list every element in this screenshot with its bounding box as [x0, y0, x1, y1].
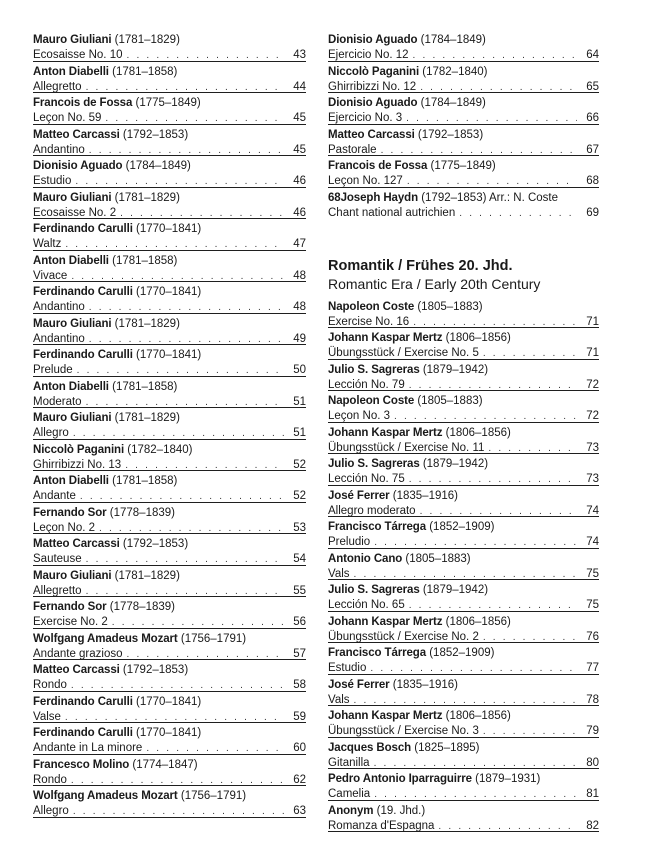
- piece-title: Rondo: [33, 679, 67, 691]
- dot-leader: [127, 648, 284, 662]
- dot-leader: [73, 427, 284, 441]
- toc-entry[interactable]: [33, 755, 306, 787]
- toc-entry[interactable]: [328, 62, 599, 94]
- composer-dates: (1879–1942): [422, 584, 489, 596]
- page-number: 46: [293, 175, 306, 187]
- composer-name: Julio S. Sagreras: [328, 458, 420, 470]
- dot-leader: [409, 473, 577, 487]
- dot-leader: [99, 522, 284, 536]
- composer-name: Johann Kaspar Mertz: [328, 332, 443, 344]
- piece-title: Allegro: [33, 805, 69, 817]
- toc-entry[interactable]: [33, 93, 306, 125]
- piece-title: Moderato: [33, 395, 82, 408]
- dot-leader: [77, 364, 284, 378]
- piece-title: Übungsstück / Exercise No. 3: [328, 725, 479, 737]
- toc-entry[interactable]: [328, 580, 599, 612]
- composer-name: Francois de Fossa: [328, 160, 428, 172]
- dot-leader: [459, 207, 577, 221]
- composer-dates: (1775–1849): [430, 160, 496, 172]
- page-number: 52: [293, 458, 306, 471]
- composer-name: Mauro Giuliani: [33, 569, 112, 582]
- composer-dates: (1770–1841): [136, 223, 202, 235]
- toc-entry[interactable]: [33, 219, 306, 251]
- composer-dates: (1781–1858): [112, 65, 178, 78]
- toc-entry[interactable]: [328, 156, 599, 188]
- dot-leader: [483, 725, 577, 739]
- page-number: 67: [586, 143, 599, 156]
- toc-entry[interactable]: [33, 660, 306, 692]
- piece-title: Übungsstück / Exercise No. 11: [328, 441, 485, 454]
- dot-leader: [120, 207, 284, 221]
- composer-name: Ferdinando Carulli: [33, 223, 133, 235]
- piece-title: Allegro moderato: [328, 504, 416, 517]
- toc-entry[interactable]: [33, 314, 306, 346]
- composer-dates: (1756–1791): [180, 632, 247, 645]
- piece-title: Sauteuse: [33, 553, 82, 565]
- toc-entry[interactable]: [33, 440, 306, 472]
- page-number: 80: [586, 756, 599, 769]
- toc-entry[interactable]: [328, 675, 599, 707]
- piece-title: Andantino: [33, 332, 85, 345]
- dot-leader: [75, 175, 284, 189]
- toc-entry[interactable]: [33, 282, 306, 314]
- dot-leader: [127, 49, 285, 63]
- toc-entry[interactable]: [328, 360, 599, 392]
- page-number: 50: [293, 364, 306, 376]
- piece-title: Valse: [33, 710, 61, 723]
- composer-name: 68Joseph Haydn: [328, 191, 418, 204]
- dot-leader: [105, 112, 284, 126]
- composer-name: Mauro Giuliani: [33, 412, 112, 424]
- piece-title: Andantino: [33, 301, 85, 313]
- piece-title: Andantino: [33, 143, 85, 156]
- section-heading: [328, 257, 599, 293]
- composer-dates: (1835–1916): [392, 489, 458, 502]
- piece-title: Lección No. 75: [328, 473, 405, 485]
- piece-title: Lección No. 65: [328, 599, 405, 611]
- piece-title: Camelia: [328, 788, 371, 800]
- piece-title: Andante grazioso: [33, 647, 123, 660]
- composer-dates: (1770–1841): [136, 286, 202, 298]
- piece-title: Leçon No. 59: [33, 112, 102, 124]
- composer-dates: (1852–1909): [429, 521, 495, 533]
- page-number: 75: [586, 567, 599, 580]
- piece-title: Allegro: [33, 427, 69, 439]
- page-number: 72: [586, 410, 599, 422]
- composer-name: Johann Kaspar Mertz: [328, 426, 443, 439]
- composer-name: Anton Diabelli: [33, 254, 109, 267]
- piece-title: Pastorale: [328, 143, 377, 156]
- composer-dates: (1770–1841): [136, 727, 202, 739]
- composer-dates: (1778–1839): [109, 506, 175, 519]
- dot-leader: [409, 599, 577, 613]
- piece-title: Rondo: [33, 773, 67, 786]
- piece-title: Exercise No. 2: [33, 616, 108, 628]
- toc-entry[interactable]: [33, 345, 306, 377]
- dot-leader: [86, 396, 284, 410]
- page-number: 58: [293, 679, 306, 691]
- composer-name: Ferdinando Carulli: [33, 286, 133, 298]
- composer-name: Matteo Carcassi: [33, 664, 120, 676]
- composer-name: Wolfgang Amadeus Mozart: [33, 790, 178, 802]
- toc-entry[interactable]: [328, 769, 599, 801]
- piece-title: Leçon No. 2: [33, 521, 96, 534]
- composer-dates: (1805–1883): [405, 552, 471, 565]
- page-number: 48: [293, 301, 306, 313]
- dot-leader: [146, 742, 284, 756]
- composer-name: Ferdinando Carulli: [33, 695, 133, 708]
- toc-entry[interactable]: [328, 612, 599, 644]
- composer-name: Niccolò Paganini: [33, 443, 125, 456]
- toc-entry[interactable]: [328, 706, 599, 738]
- piece-title: Chant national autrichien: [328, 206, 456, 219]
- page-number: 51: [293, 395, 306, 408]
- dot-leader: [488, 442, 577, 456]
- page-number: 74: [586, 536, 599, 548]
- dot-leader: [413, 49, 577, 63]
- dot-leader: [65, 711, 284, 725]
- piece-title: Exercise No. 16: [328, 315, 410, 328]
- composer-dates: (1781–1829): [114, 412, 180, 424]
- composer-dates: (1879–1942): [422, 363, 489, 376]
- piece-title: Allegretto: [33, 80, 82, 93]
- composer-dates: (1852–1909): [429, 647, 495, 659]
- composer-name: Anton Diabelli: [33, 65, 109, 78]
- page-number: 51: [293, 427, 306, 439]
- piece-title: Waltz: [33, 238, 62, 250]
- toc-entry[interactable]: [33, 62, 306, 94]
- composer-name: Matteo Carcassi: [33, 538, 120, 550]
- dot-leader: [407, 175, 577, 189]
- dot-leader: [112, 616, 284, 630]
- page-number: 43: [293, 49, 306, 61]
- section-title-de: Romantik / Frühes 20. Jhd.: [328, 257, 513, 274]
- piece-title: Vals: [328, 567, 350, 580]
- composer-dates: (1806–1856): [445, 710, 511, 722]
- composer-dates: (1781–1829): [114, 191, 180, 204]
- composer-name: Dionisio Aguado: [328, 34, 418, 46]
- piece-title: Leçon No. 127: [328, 175, 403, 187]
- composer-dates: (1825–1895): [414, 741, 480, 754]
- page-number: 73: [586, 441, 599, 454]
- dot-leader: [483, 347, 577, 361]
- composer-name: Francisco Tárrega: [328, 647, 427, 659]
- toc-entry[interactable]: [328, 297, 599, 329]
- composer-name: Francisco Tárrega: [328, 521, 427, 533]
- composer-name: Fernando Sor: [33, 506, 107, 519]
- page-number: 73: [586, 473, 599, 485]
- composer-name: Niccolò Paganini: [328, 65, 420, 78]
- dot-leader: [370, 662, 577, 676]
- composer-name: Ferdinando Carulli: [33, 727, 133, 739]
- page-number: 45: [293, 143, 306, 156]
- toc-entry[interactable]: [33, 156, 306, 188]
- toc-entry-haydn[interactable]: [328, 188, 599, 234]
- composer-dates: (19. Jhd.): [376, 804, 426, 817]
- toc-entry[interactable]: [33, 786, 306, 818]
- toc-entry[interactable]: [33, 597, 306, 629]
- composer-dates: (1784–1849): [420, 97, 486, 109]
- composer-dates: (1775–1849): [135, 97, 201, 109]
- composer-dates: (1792–1853): [122, 664, 189, 676]
- page-number: 45: [293, 112, 306, 124]
- dot-leader: [420, 505, 577, 519]
- toc-entry[interactable]: [33, 377, 306, 409]
- dot-leader: [89, 301, 284, 315]
- composer-name: Francesco Molino: [33, 758, 130, 771]
- toc-entry[interactable]: [33, 188, 306, 220]
- toc-entry[interactable]: [328, 549, 599, 581]
- dot-leader: [86, 81, 284, 95]
- composer-dates: (1778–1839): [109, 601, 175, 613]
- piece-title: Vals: [328, 693, 350, 706]
- composer-name: Matteo Carcassi: [328, 128, 415, 141]
- toc-entry[interactable]: [33, 503, 306, 535]
- composer-dates: (1781–1858): [112, 475, 178, 487]
- dot-leader: [413, 316, 577, 330]
- piece-title: Estudio: [328, 662, 367, 674]
- dot-leader: [354, 568, 577, 582]
- composer-name: Anton Diabelli: [33, 475, 109, 487]
- composer-dates: (1781–1829): [114, 34, 180, 46]
- composer-dates: (1805–1883): [417, 395, 483, 407]
- composer-name: Napoleon Coste: [328, 395, 415, 407]
- toc-entry[interactable]: [33, 408, 306, 440]
- page-number: 55: [293, 584, 306, 597]
- page-number: 54: [293, 553, 306, 565]
- composer-name: Napoleon Coste: [328, 300, 415, 313]
- composer-name: Jacques Bosch: [328, 741, 412, 754]
- piece-title: Andante: [33, 490, 76, 502]
- dot-leader: [125, 459, 284, 473]
- page-number: 63: [293, 805, 306, 817]
- dot-leader: [394, 410, 577, 424]
- composer-dates: (1774–1847): [132, 758, 198, 771]
- composer-dates: (1782–1840): [127, 443, 193, 456]
- composer-name: Mauro Giuliani: [33, 191, 112, 204]
- toc-entry[interactable]: [328, 801, 599, 833]
- toc-entry[interactable]: [33, 471, 306, 503]
- page-number: 65: [586, 80, 599, 93]
- section-title-en: Romantic Era / Early 20th Century: [328, 275, 541, 292]
- composer-dates: (1781–1858): [112, 380, 178, 393]
- piece-title: Andante in La minore: [33, 742, 143, 754]
- page-number: 56: [293, 616, 306, 628]
- composer-dates: (1806–1856): [445, 615, 511, 628]
- composer-dates: (1792–1853): [417, 128, 484, 141]
- piece-title: Übungsstück / Exercise No. 2: [328, 630, 479, 643]
- page-number: 74: [586, 504, 599, 517]
- composer-dates: (1806–1856): [445, 426, 511, 439]
- piece-title: Prelude: [33, 364, 73, 376]
- dot-leader: [89, 333, 284, 347]
- composer-dates: (1784–1849): [125, 160, 191, 172]
- page-number: 69: [586, 206, 599, 219]
- dot-leader: [71, 270, 284, 284]
- page-number: 44: [293, 80, 306, 93]
- dot-leader: [71, 774, 284, 788]
- page-number: 76: [586, 630, 599, 643]
- piece-title: Ejercicio No. 12: [328, 49, 409, 61]
- composer-dates: (1781–1829): [114, 569, 180, 582]
- toc-entry[interactable]: [328, 423, 599, 455]
- dot-leader: [374, 757, 577, 771]
- piece-title: Übungsstück / Exercise No. 5: [328, 347, 479, 359]
- composer-dates: (1879–1931): [475, 773, 541, 785]
- composer-name: Julio S. Sagreras: [328, 363, 420, 376]
- dot-leader: [406, 112, 577, 126]
- toc-entry[interactable]: [328, 328, 599, 360]
- toc-entry[interactable]: [328, 93, 599, 125]
- toc-entry[interactable]: [328, 486, 599, 518]
- composer-name: Francois de Fossa: [33, 97, 133, 109]
- toc-entry[interactable]: [33, 566, 306, 598]
- dot-leader: [438, 820, 577, 834]
- dot-leader: [86, 553, 284, 567]
- composer-dates: (1835–1916): [392, 678, 458, 691]
- dot-leader: [420, 81, 577, 95]
- composer-name: Mauro Giuliani: [33, 34, 112, 46]
- composer-name: Ferdinando Carulli: [33, 349, 133, 361]
- page-number: 68: [586, 175, 599, 187]
- composer-name: Wolfgang Amadeus Mozart: [33, 632, 178, 645]
- toc-entry[interactable]: [328, 454, 599, 486]
- toc-entry[interactable]: [33, 125, 306, 157]
- composer-name: Fernando Sor: [33, 601, 107, 613]
- piece-title: Ecosaisse No. 10: [33, 49, 123, 61]
- composer-dates: (1805–1883): [417, 300, 483, 313]
- toc-entry[interactable]: [328, 643, 599, 675]
- dot-leader: [374, 536, 577, 550]
- toc-entry[interactable]: [328, 738, 599, 770]
- dot-leader: [483, 631, 577, 645]
- composer-dates: (1782–1840): [422, 65, 488, 78]
- page-number: 59: [293, 710, 306, 723]
- toc-entry[interactable]: [33, 251, 306, 283]
- composer-name: Anonym: [328, 804, 374, 817]
- dot-leader: [409, 379, 577, 393]
- composer-name: Dionisio Aguado: [328, 97, 418, 109]
- composer-name: Pedro Antonio Iparraguirre: [328, 773, 472, 785]
- composer-dates: (1806–1856): [445, 332, 511, 344]
- dot-leader: [374, 788, 577, 802]
- composer-name: José Ferrer: [328, 489, 390, 502]
- page-number: 53: [293, 521, 306, 534]
- dot-leader: [80, 490, 284, 504]
- toc-entry[interactable]: [33, 692, 306, 724]
- dot-leader: [71, 679, 284, 693]
- piece-title: Vivace: [33, 269, 68, 282]
- composer-dates: (1770–1841): [136, 695, 202, 708]
- composer-name: Matteo Carcassi: [33, 128, 120, 141]
- page-number: 52: [293, 490, 306, 502]
- page-number: 62: [293, 773, 306, 786]
- toc-entry[interactable]: [328, 30, 599, 62]
- page-number: 77: [586, 662, 599, 674]
- dot-leader: [354, 694, 577, 708]
- composer-name: José Ferrer: [328, 678, 390, 691]
- composer-name: Dionisio Aguado: [33, 160, 123, 172]
- page-number: 79: [586, 725, 599, 737]
- composer-dates: (1792–1853): [122, 128, 189, 141]
- page-number: 81: [586, 788, 599, 800]
- composer-dates: (1879–1942): [422, 458, 489, 470]
- piece-title: Preludio: [328, 536, 371, 548]
- toc-column-right: [328, 30, 599, 832]
- composer-dates: (1756–1791): [180, 790, 247, 802]
- toc-column-left: [33, 30, 306, 818]
- page-number: 71: [586, 347, 599, 359]
- toc-entry[interactable]: [328, 517, 599, 549]
- toc-entry[interactable]: [33, 534, 306, 566]
- page-number: 46: [293, 206, 306, 219]
- piece-title: Romanza d'Espagna: [328, 819, 435, 832]
- piece-title: Gitanilla: [328, 756, 370, 769]
- composer-name: Anton Diabelli: [33, 380, 109, 393]
- piece-title: Lección No. 79: [328, 378, 405, 391]
- composer-name: Johann Kaspar Mertz: [328, 710, 443, 722]
- toc-entry[interactable]: [33, 723, 306, 755]
- page-number: 72: [586, 378, 599, 391]
- page-number: 66: [586, 112, 599, 124]
- composer-dates: (1784–1849): [420, 34, 486, 46]
- piece-title: Ghirribizzi No. 12: [328, 80, 417, 93]
- toc-entry[interactable]: [33, 629, 306, 661]
- composer-name: Johann Kaspar Mertz: [328, 615, 443, 628]
- toc-entry[interactable]: [328, 391, 599, 423]
- toc-entry[interactable]: [328, 125, 599, 157]
- piece-title: Ecosaisse No. 2: [33, 206, 117, 219]
- page-number: 82: [586, 819, 599, 832]
- composer-name: Mauro Giuliani: [33, 317, 112, 330]
- toc-entry[interactable]: [33, 30, 306, 62]
- page-number: 75: [586, 599, 599, 611]
- dot-leader: [89, 144, 284, 158]
- page-number: 71: [586, 315, 599, 328]
- composer-dates: (1781–1858): [112, 254, 178, 267]
- page-number: 47: [293, 238, 306, 250]
- composer-dates: (1770–1841): [136, 349, 202, 361]
- dot-leader: [65, 238, 284, 252]
- composer-dates: (1792–1853): [122, 538, 189, 550]
- dot-leader: [381, 144, 577, 158]
- page-number: 60: [293, 742, 306, 754]
- piece-title: Leçon No. 3: [328, 410, 391, 422]
- piece-title: Ghirribizzi No. 13: [33, 458, 122, 471]
- piece-title: Ejercicio No. 3: [328, 112, 403, 124]
- page-number: 64: [586, 49, 599, 61]
- piece-title: Estudio: [33, 175, 72, 187]
- page-number: 48: [293, 269, 306, 282]
- composer-name: Antonio Cano: [328, 552, 403, 565]
- composer-dates: (1792–1853) Arr.: N. Coste: [421, 191, 559, 204]
- composer-name: Julio S. Sagreras: [328, 584, 420, 596]
- composer-dates: (1781–1829): [114, 317, 180, 330]
- page-number: 57: [293, 647, 306, 660]
- piece-title: Allegretto: [33, 584, 82, 597]
- dot-leader: [73, 805, 284, 819]
- page-number: 78: [586, 693, 599, 706]
- page-number: 49: [293, 332, 306, 345]
- dot-leader: [86, 585, 284, 599]
